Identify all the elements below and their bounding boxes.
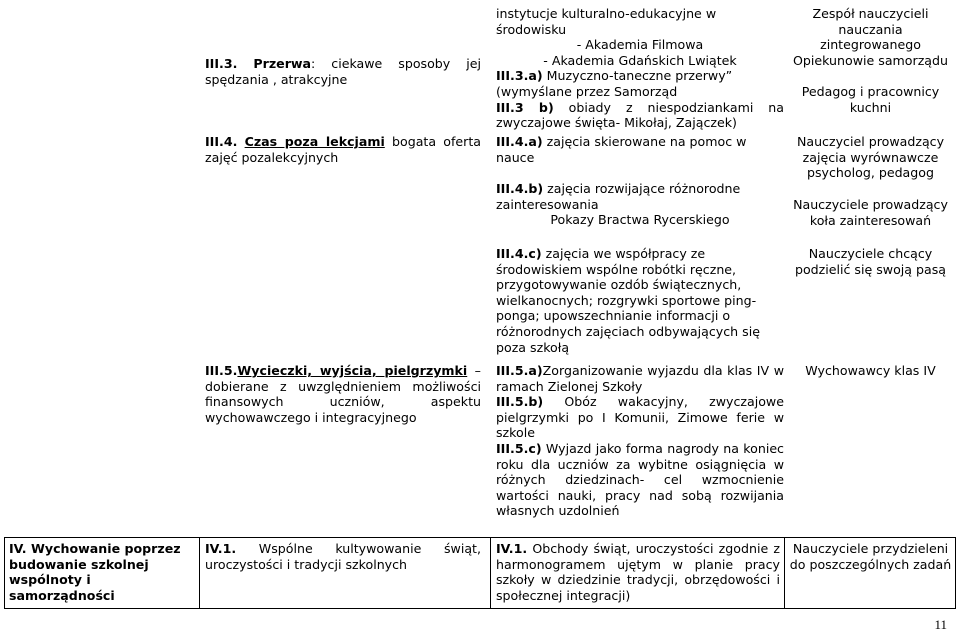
forms-line: instytucje kulturalno-edukacyjne w środowisku	[496, 6, 717, 37]
item-text: Zorganizowanie wyjazdu dla klas IV w ramach Zielonej Szkoły	[496, 363, 784, 394]
task-description: bogata oferta zajęć pozalekcyjnych	[205, 134, 481, 165]
row-3-4-responsible-c: Nauczyciele chcący podzielić się swoją pasą	[794, 246, 947, 277]
row-4-area: IV. Wychowanie poprzez budowanie szkolnej wspólnoty i samorządności	[9, 541, 181, 603]
item-number: III.5.b)	[496, 394, 544, 410]
item-text: zajęcia rozwijające różnorodne zainteresowania	[496, 181, 741, 212]
responsible-text: Opiekunowie samorządu	[792, 52, 948, 68]
forms-line: (wymyślane przez Samorząd	[496, 83, 678, 99]
responsible-text: Pedagog i pracownicy kuchni	[801, 83, 940, 115]
item-text: Wyjazd jako forma nagrody na koniec roku dla uczniów za wybitne osiągnięcia w różnych dziedzinach- cel wzmocnienie wartości nauki, pracy nad sobą rozwijania własnych uzdolnień	[496, 440, 784, 519]
table-border-right	[955, 537, 956, 609]
item-text: zajęcia skierowane na pomoc w nauce	[496, 134, 747, 165]
task-title: Wycieczki, wyjścia, pielgrzymki	[237, 363, 468, 378]
row-3-5-forms	[496, 363, 784, 519]
page-number: 11	[934, 617, 947, 633]
item-number: III.3.a)	[496, 68, 543, 84]
forms-item	[496, 68, 784, 84]
row-3-4-item-a	[496, 134, 784, 165]
task-description: Wspólne kultywowanie świąt, uroczystości i tradycji szkolnych	[205, 541, 481, 572]
responsible-text: Zespół nauczycieli nauczania zintegrowanego	[812, 6, 929, 53]
forms-line: - Akademia Filmowa	[576, 37, 704, 53]
table-column-divider	[784, 537, 785, 609]
item-number: III.5.a)	[496, 363, 543, 378]
item-number: III.4.a)	[496, 134, 543, 149]
forms-item	[496, 100, 784, 131]
item-text: Obóz wakacyjny, zwyczajowe pielgrzymki po I Komunii, Zimowe ferie w szkole	[496, 394, 784, 441]
task-title: Przerwa	[253, 56, 312, 71]
table-border-left	[4, 537, 5, 609]
row-3-4-item-b	[496, 181, 784, 228]
row-3-4-responsible-b: Nauczyciele prowadzący koła zainteresowań	[793, 197, 948, 228]
table-border-bottom	[4, 608, 956, 609]
task-description: : ciekawe sposoby jej spędzania , atrakcyjne	[205, 56, 481, 87]
item-text: Obchody świąt, uroczystości zgodnie z harmonogramem ujętym w planie pracy szkoły w dziedzinie tradycji, obrzędowości i społecznej integracji)	[496, 541, 780, 603]
row-3-3-task	[205, 56, 481, 87]
row-3-4-task	[205, 134, 481, 165]
row-3-5-responsible: Wychowawcy klas IV	[805, 363, 936, 378]
task-number: IV.1.	[205, 541, 237, 556]
item-number: III.4.b)	[496, 181, 544, 196]
item-text: obiady z niespodziankami na zwyczajowe święta- Mikołaj, Zajączek)	[496, 99, 784, 131]
row-3-4-item-c	[496, 246, 784, 355]
item-text: zajęcia we współpracy ze środowiskiem wspólne robótki ręczne, przygotowywanie ozdób świątecznych, wielkanocnych; rozgrywki sportowe ping-ponga; upowszechnianie informacji o różnorodnych zajęciach odbywających się poza szkołą	[496, 246, 760, 355]
task-title: Czas poza lekcjami	[244, 134, 385, 149]
task-number: III.3.	[205, 56, 238, 71]
row-3-4-responsible-a: Nauczyciel prowadzący zajęcia wyrównawcze psycholog, pedagog	[796, 134, 945, 181]
task-number: III.4.	[205, 134, 238, 149]
row-4-task	[205, 541, 481, 572]
row-4-responsible: Nauczyciele przydzieleni do poszczególnych zadań	[789, 541, 952, 572]
row-3-3-forms	[496, 6, 784, 131]
row-4-forms	[496, 541, 780, 603]
task-number: III.5.	[205, 363, 238, 378]
row-3-5-task	[205, 363, 481, 425]
table-column-divider	[199, 537, 200, 609]
table-border-top	[4, 537, 956, 538]
item-text: Pokazy Bractwa Rycerskiego	[550, 212, 730, 228]
item-text: Muzyczno-taneczne przerwy”	[542, 68, 733, 84]
table-column-divider	[490, 537, 491, 609]
row-3-3-responsible	[788, 6, 953, 115]
forms-line: - Akademia Gdańskich Lwiątek	[543, 52, 737, 68]
item-number: III.3 b)	[496, 99, 554, 115]
task-description: – dobierane z uwzględnieniem możliwości finansowych uczniów, aspektu wychowawczego i integracyjnego	[205, 363, 481, 425]
item-number: III.5.c)	[496, 440, 542, 456]
item-number: IV.1.	[496, 541, 528, 556]
item-number: III.4.c)	[496, 246, 542, 261]
